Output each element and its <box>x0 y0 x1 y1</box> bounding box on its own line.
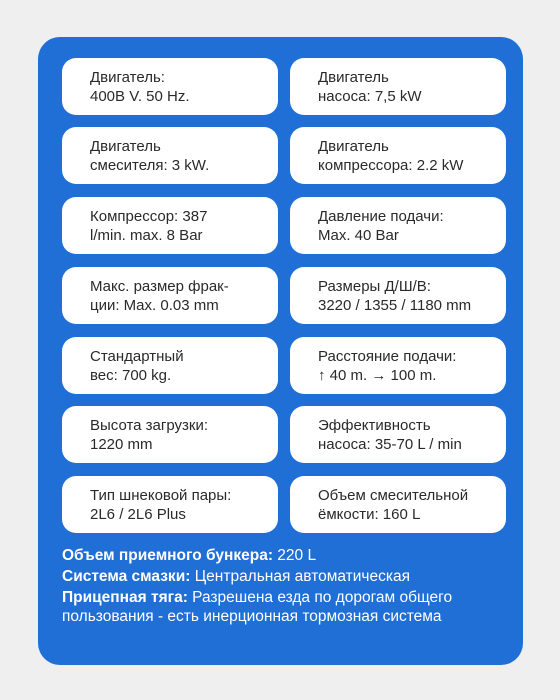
spec-cell-pump-efficiency: Эффективность насоса: 35-70 L / min <box>290 406 506 463</box>
spec-notes <box>62 546 512 628</box>
note-value: Центральная автоматическая <box>190 568 411 585</box>
spec-cell-screw-pair: Тип шнековой пары: 2L6 / 2L6 Plus <box>62 476 278 533</box>
spec-cell-compressor-motor: Двигатель компрессора: 2.2 kW <box>290 127 506 184</box>
spec-cell-delivery-pressure: Давление подачи: Max. 40 Bar <box>290 197 506 254</box>
note-value: Разрешена езда по дорогам общего пользования - есть инерционная тормозная система <box>62 589 453 625</box>
spec-cell-motor: Двигатель: 400В V. 50 Hz. <box>62 58 278 115</box>
spec-cell-pump-motor: Двигатель насоса: 7,5 kW <box>290 58 506 115</box>
note-lubrication <box>62 567 512 586</box>
spec-cell-delivery-distance: Расстояние подачи: ↑ 40 m. → 100 m. <box>290 337 506 394</box>
note-towbar <box>62 588 512 626</box>
note-label: Объем приемного бункера: <box>62 547 273 564</box>
spec-cell-dimensions: Размеры Д/Ш/В: 3220 / 1355 / 1180 mm <box>290 267 506 324</box>
spec-cell-mixer-capacity: Объем смесительной ёмкости: 160 L <box>290 476 506 533</box>
spec-cell-fraction-size: Макс. размер фрак- ции: Max. 0.03 mm <box>62 267 278 324</box>
spec-cell-loading-height: Высота загрузки: 1220 mm <box>62 406 278 463</box>
note-hopper-volume <box>62 546 512 565</box>
note-label: Система смазки: <box>62 568 191 585</box>
spec-cell-compressor: Компрессор: 387 l/min. max. 8 Bar <box>62 197 278 254</box>
spec-cell-mixer-motor: Двигатель смесителя: 3 kW. <box>62 127 278 184</box>
note-value: 220 L <box>273 547 317 564</box>
note-label: Прицепная тяга: <box>62 589 188 606</box>
spec-cell-weight: Стандартный вес: 700 kg. <box>62 337 278 394</box>
